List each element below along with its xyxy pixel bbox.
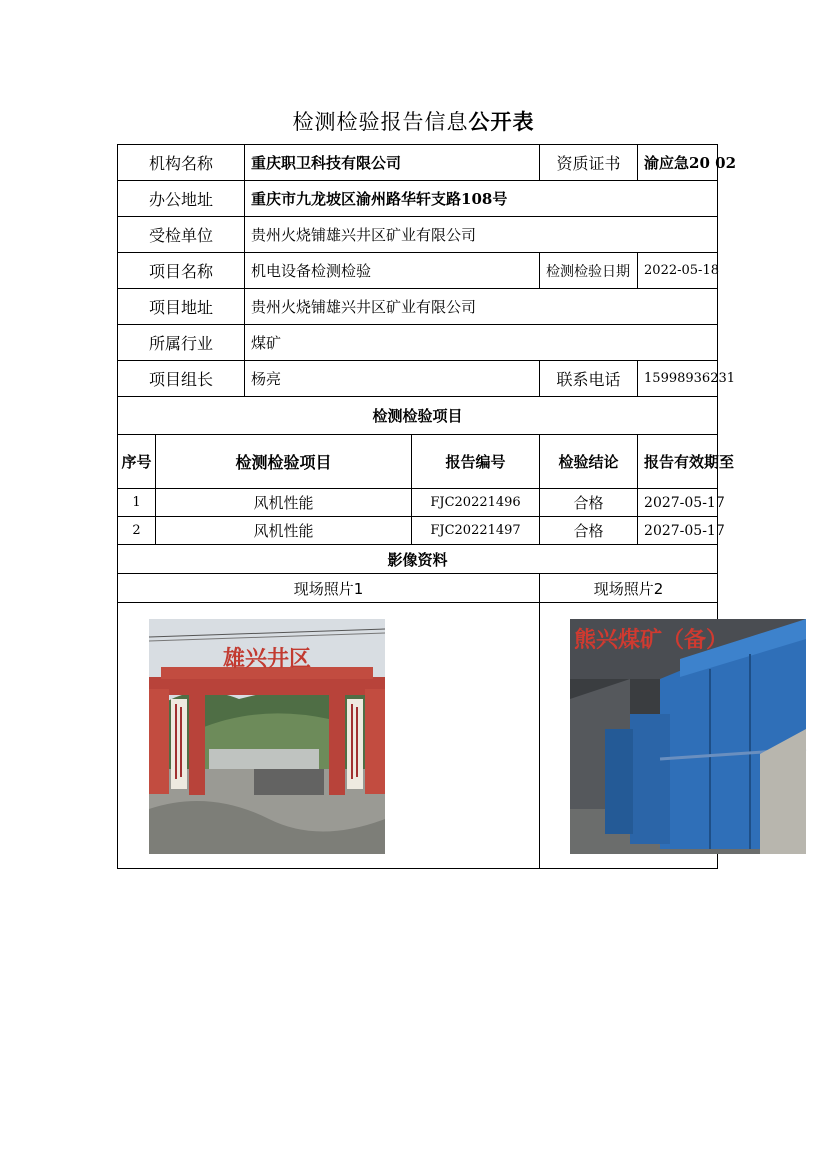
org-name-value: 重庆职卫科技有限公司 (245, 145, 540, 181)
item-name: 风机性能 (156, 489, 412, 517)
photo2-sign-text: 熊兴煤矿（备） (574, 628, 729, 653)
item-report-no: FJC20221497 (412, 517, 540, 545)
photo1-label: 现场照片1 (118, 574, 540, 603)
address-value: 重庆市九龙坡区渝州路华轩支路108号 (245, 181, 718, 217)
row-site (118, 289, 718, 325)
leader-value: 杨亮 (245, 361, 540, 397)
photo-fan-equipment (570, 619, 806, 854)
title-main: 检测检验报告信息 (292, 110, 469, 134)
row-org (118, 145, 718, 181)
item-valid-until: 2027-05-17 (638, 517, 718, 545)
photo1-cell (118, 603, 540, 869)
header-item: 检测检验项目 (156, 435, 412, 489)
item-conclusion: 合格 (540, 517, 638, 545)
cert-label: 资质证书 (540, 145, 638, 181)
industry-label: 所属行业 (118, 325, 245, 361)
industry-value: 煤矿 (245, 325, 718, 361)
table-row (118, 489, 718, 517)
phone-value: 15998936231 (638, 361, 718, 397)
client-value: 贵州火烧铺雄兴井区矿业有限公司 (245, 217, 718, 253)
items-section-title: 检测检验项目 (118, 397, 718, 435)
phone-label: 联系电话 (540, 361, 638, 397)
table-row (118, 517, 718, 545)
header-conclusion: 检验结论 (540, 435, 638, 489)
report-table (117, 144, 737, 869)
images-section-title: 影像资料 (118, 545, 718, 574)
page-title (0, 106, 827, 136)
row-leader (118, 361, 718, 397)
row-address (118, 181, 718, 217)
item-valid-until: 2027-05-17 (638, 489, 718, 517)
leader-label: 项目组长 (118, 361, 245, 397)
date-label: 检测检验日期 (540, 253, 638, 289)
project-label: 项目名称 (118, 253, 245, 289)
photo-label-row (118, 574, 718, 603)
site-value: 贵州火烧铺雄兴井区矿业有限公司 (245, 289, 718, 325)
site-label: 项目地址 (118, 289, 245, 325)
item-seq: 1 (118, 489, 156, 517)
items-header-row (118, 435, 718, 489)
row-items-section (118, 397, 718, 435)
client-label: 受检单位 (118, 217, 245, 253)
org-name-label: 机构名称 (118, 145, 245, 181)
project-value: 机电设备检测检验 (245, 253, 540, 289)
item-seq: 2 (118, 517, 156, 545)
photo2-cell (540, 603, 729, 869)
cert-value: 渝应急20 02 (638, 145, 718, 181)
photo2-label: 现场照片2 (540, 574, 718, 603)
header-report-no: 报告编号 (412, 435, 540, 489)
item-name: 风机性能 (156, 517, 412, 545)
photo-mine-gate (149, 619, 385, 854)
photo1-sign-text: 雄兴井区 (222, 647, 312, 672)
row-industry (118, 325, 718, 361)
row-images-section (118, 545, 718, 574)
title-suffix: 公开表 (468, 110, 535, 134)
row-client (118, 217, 718, 253)
header-valid-until: 报告有效期至 (638, 435, 718, 489)
item-conclusion: 合格 (540, 489, 638, 517)
date-value: 2022-05-18 (638, 253, 718, 289)
header-seq: 序号 (118, 435, 156, 489)
address-label: 办公地址 (118, 181, 245, 217)
row-project (118, 253, 718, 289)
item-report-no: FJC20221496 (412, 489, 540, 517)
photo-row (118, 603, 718, 869)
